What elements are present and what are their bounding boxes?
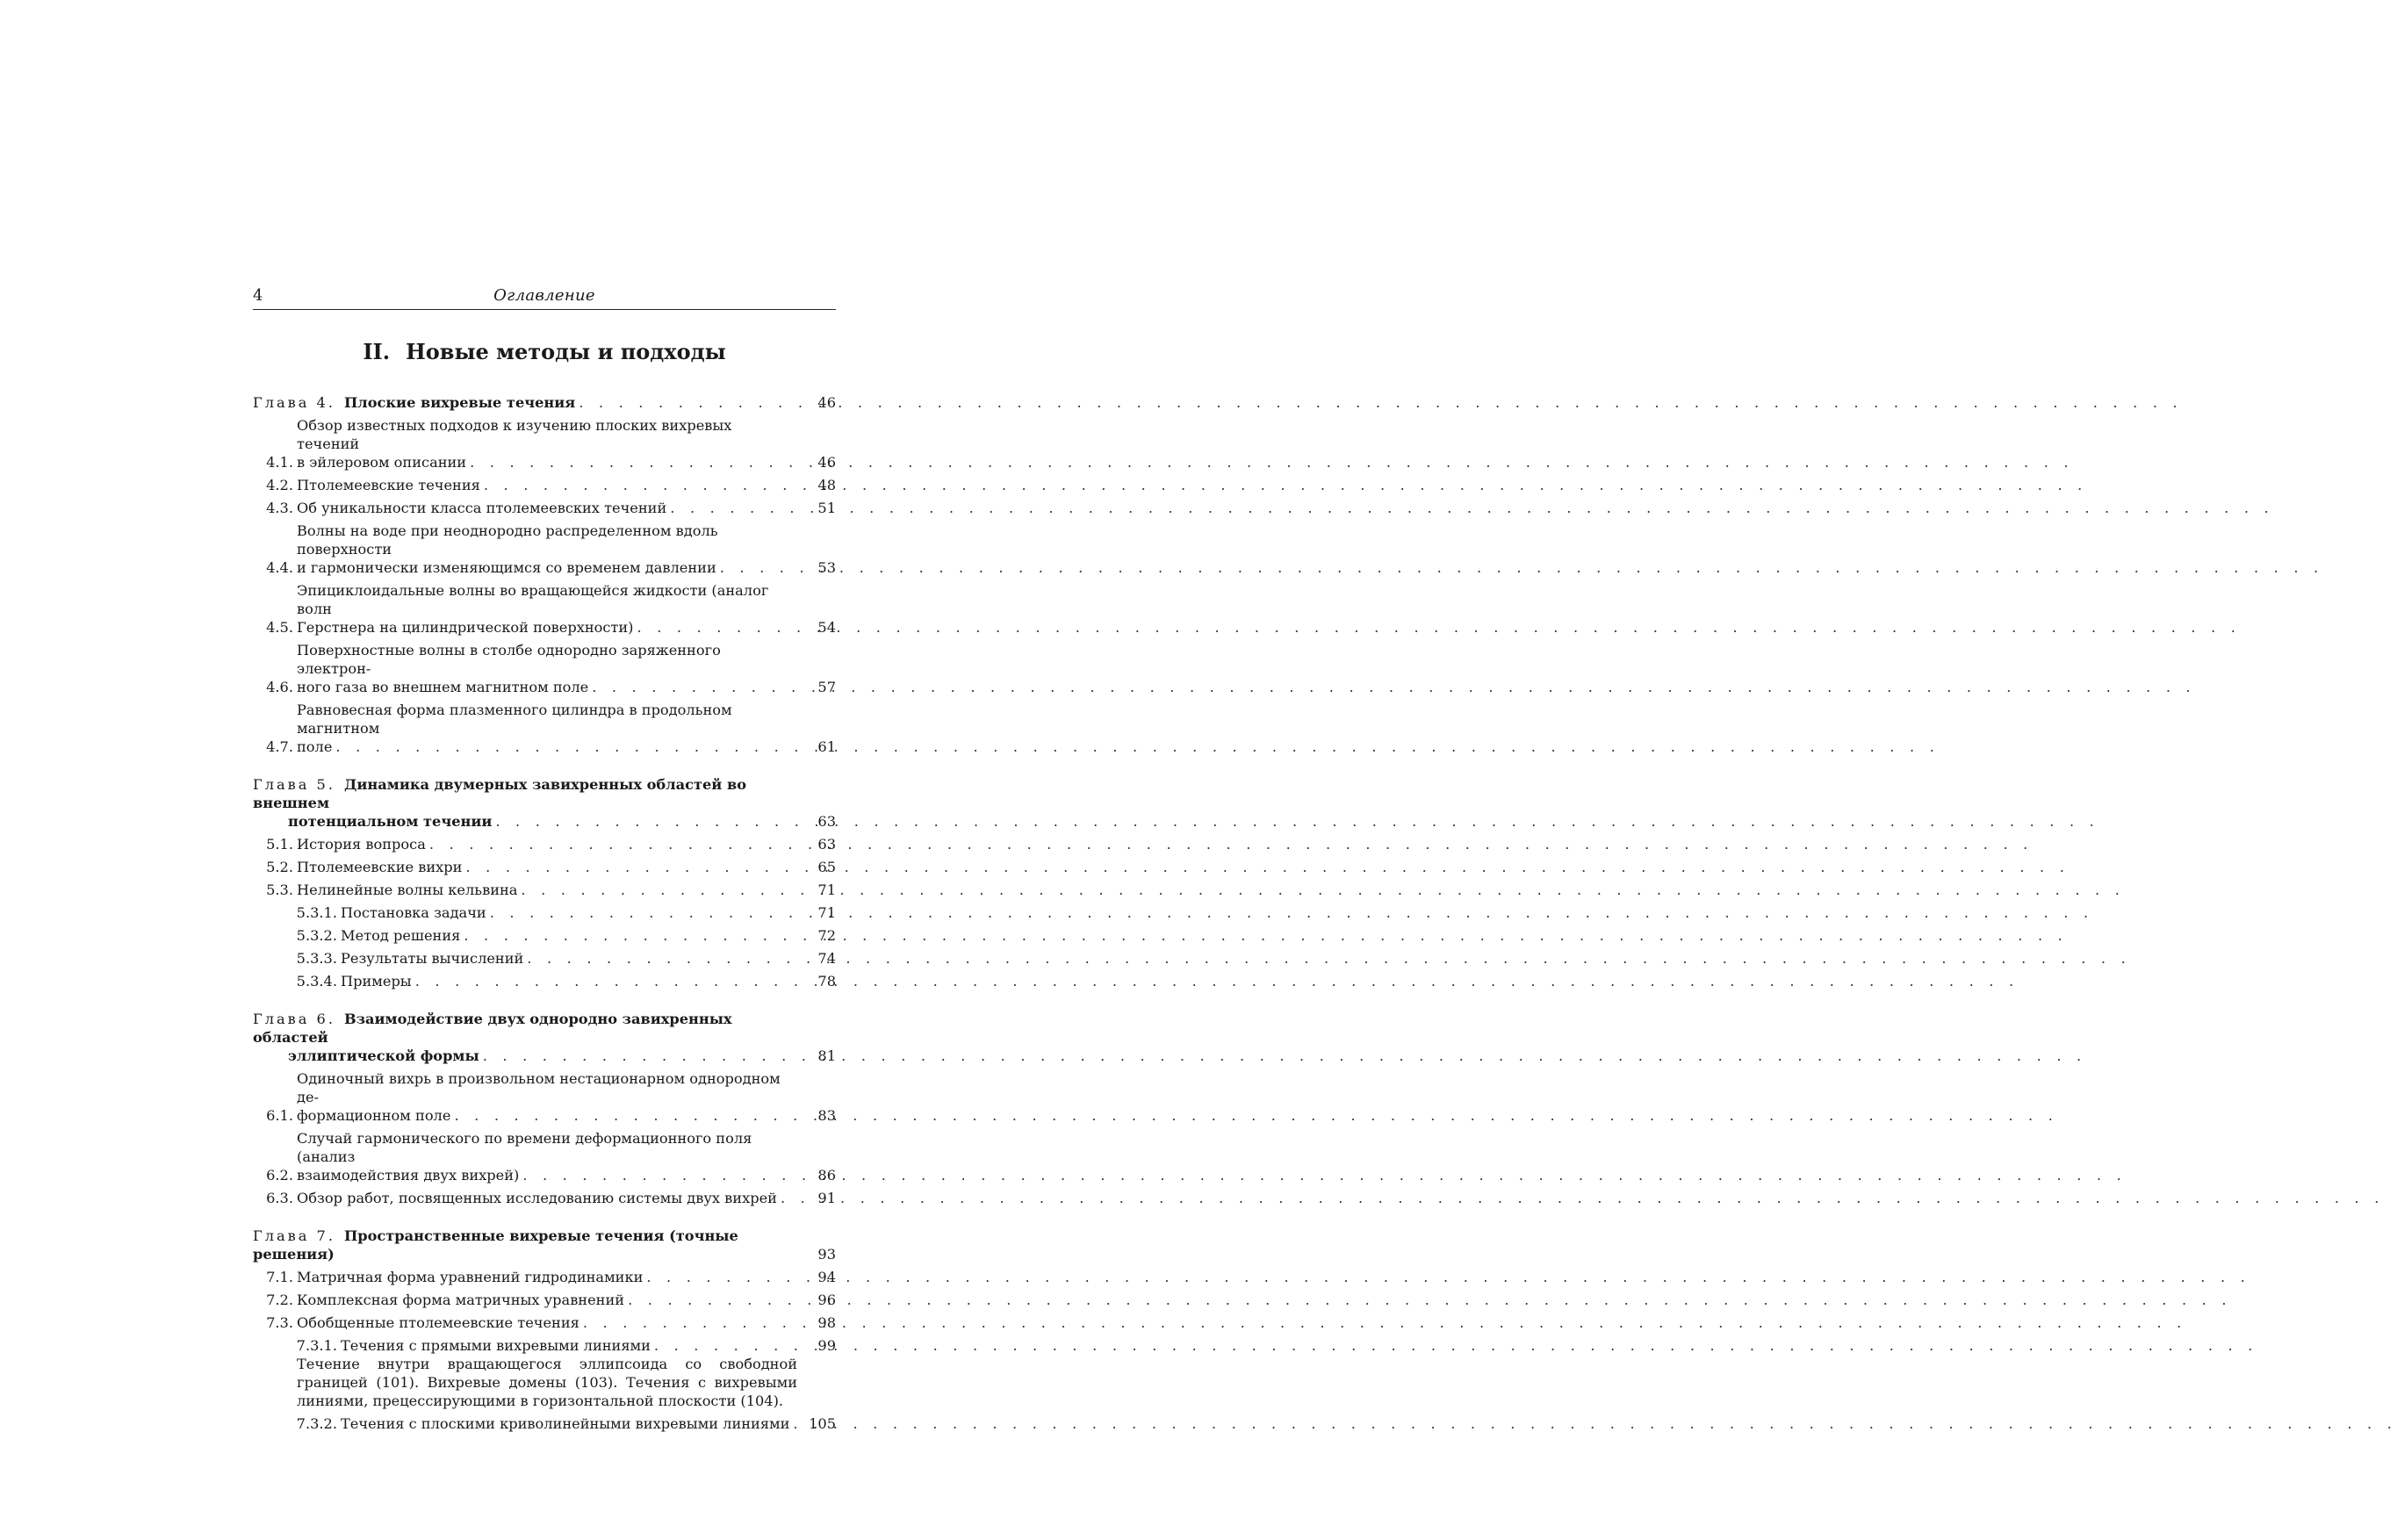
section-title-line: Поверхностные волны в столбе однородно заряженного электрон- bbox=[297, 642, 721, 677]
toc-subsection[interactable] bbox=[253, 1414, 836, 1433]
toc-section[interactable] bbox=[253, 581, 836, 637]
page-ref: 83 bbox=[817, 1107, 836, 1124]
page-ref: 105 bbox=[809, 1415, 836, 1432]
page-ref: 86 bbox=[817, 1167, 836, 1184]
toc-section[interactable] bbox=[253, 881, 836, 899]
section-title-line: Случай гармонического по времени деформационного поля (анализ bbox=[297, 1130, 752, 1165]
subsection-title: Примеры bbox=[341, 973, 412, 989]
table-of-contents bbox=[253, 393, 836, 1437]
page-ref: 46 bbox=[817, 394, 836, 411]
toc-section[interactable] bbox=[253, 499, 836, 517]
page-ref: 61 bbox=[817, 738, 836, 755]
toc-section[interactable] bbox=[253, 476, 836, 494]
section-title-line: взаимодействия двух вихрей) bbox=[297, 1167, 520, 1184]
page-ref: 72 bbox=[817, 927, 836, 944]
section-number: 7.1. bbox=[266, 1269, 293, 1285]
chapter-title: Взаимодействие двух однородно завихренных областей bbox=[253, 1011, 732, 1046]
subsection-number: 5.3.3. bbox=[296, 950, 337, 967]
toc-section[interactable] bbox=[253, 416, 836, 471]
page-ref: 74 bbox=[817, 950, 836, 967]
page-ref: 71 bbox=[817, 904, 836, 921]
page-ref: 65 bbox=[817, 859, 836, 875]
toc-section[interactable] bbox=[253, 1268, 836, 1286]
page-ref: 54 bbox=[817, 619, 836, 636]
page-ref: 78 bbox=[817, 973, 836, 989]
toc-section[interactable] bbox=[253, 1189, 836, 1207]
section-number: 4.6. bbox=[266, 679, 293, 695]
section-title-line: и гармонически изменяющимся со временем давлении bbox=[297, 559, 716, 576]
toc-section[interactable] bbox=[253, 522, 836, 577]
section-number: 4.1. bbox=[266, 454, 293, 471]
section-title-line: Птолемеевские вихри bbox=[297, 859, 463, 875]
section-number: 6.1. bbox=[266, 1107, 293, 1124]
section-title-line: Эпициклоидальные волны во вращающейся жидкости (аналог волн bbox=[297, 582, 769, 617]
section-number: 4.5. bbox=[266, 619, 293, 636]
section-title-line: Птолемеевские течения bbox=[297, 477, 480, 493]
section-number: 4.7. bbox=[266, 738, 293, 755]
section-title-line: Комплексная форма матричных уравнений bbox=[297, 1292, 625, 1308]
chapter-title: Пространственные вихревые течения (точные решения) bbox=[253, 1227, 738, 1263]
toc-section[interactable] bbox=[253, 641, 836, 696]
chapter-label: Глава 5. bbox=[253, 776, 336, 793]
toc-section[interactable] bbox=[253, 1069, 836, 1125]
subsection-title: Результаты вычислений bbox=[341, 950, 524, 967]
toc-section[interactable] bbox=[253, 1291, 836, 1309]
section-title-line: Об уникальности класса птолемеевских течений bbox=[297, 500, 667, 516]
section-number: 4.2. bbox=[266, 477, 293, 493]
section-title-line: в эйлеровом описании bbox=[297, 454, 467, 471]
chapter-entry[interactable] bbox=[253, 1010, 836, 1065]
page-ref: 98 bbox=[817, 1314, 836, 1331]
subsection-title: Постановка задачи bbox=[341, 904, 486, 921]
page-ref: 93 bbox=[817, 1246, 836, 1263]
subsection-number: 5.3.2. bbox=[296, 927, 337, 944]
page-ref: 46 bbox=[817, 454, 836, 471]
toc-section[interactable] bbox=[253, 701, 836, 756]
subsection-title: Течения с прямыми вихревыми линиями bbox=[341, 1337, 651, 1354]
section-title-line: Матричная форма уравнений гидродинамики bbox=[297, 1269, 644, 1285]
toc-subsection[interactable] bbox=[253, 903, 836, 922]
chapter-title-cont: потенциальном течении bbox=[288, 813, 493, 830]
chapter-title: Динамика двумерных завихренных областей во внешнем bbox=[253, 776, 746, 811]
section-number: 6.3. bbox=[266, 1190, 293, 1206]
subsection-number: 5.3.1. bbox=[296, 904, 337, 921]
page-ref: 63 bbox=[817, 836, 836, 853]
subsection-title: Метод решения bbox=[341, 927, 461, 944]
page-ref: 53 bbox=[817, 559, 836, 576]
section-title-line: Одиночный вихрь в произвольном нестационарном однородном де- bbox=[297, 1070, 781, 1105]
toc-subsection[interactable] bbox=[253, 949, 836, 968]
subsection-note: Течение внутри вращающегося эллипсоида со свободной границей (101). Вихревые домены (103). Течения с вихревыми линиями, прецессирующими в горизонтальной плоскости (104). bbox=[297, 1356, 797, 1409]
subsection-number: 5.3.4. bbox=[296, 973, 337, 989]
part-number: II. bbox=[363, 339, 391, 364]
subsection-note-wrap bbox=[253, 1355, 836, 1410]
section-number: 5.1. bbox=[266, 836, 293, 853]
toc-section[interactable] bbox=[253, 835, 836, 853]
toc-subsection[interactable] bbox=[253, 926, 836, 945]
page-ref: 51 bbox=[817, 500, 836, 516]
page-ref: 57 bbox=[817, 679, 836, 695]
page-ref: 48 bbox=[817, 477, 836, 493]
chapter-entry[interactable] bbox=[253, 393, 836, 412]
page-ref: 81 bbox=[817, 1047, 836, 1064]
section-title-line: поле bbox=[297, 738, 333, 755]
chapter-title: Плоские вихревые течения bbox=[344, 394, 576, 411]
page-ref: 63 bbox=[817, 813, 836, 830]
section-title-line: Герстнера на цилиндрической поверхности) bbox=[297, 619, 634, 636]
section-title-line: Равновесная форма плазменного цилиндра в продольном магнитном bbox=[297, 702, 732, 737]
section-title-line: Обзор работ, посвященных исследованию системы двух вихрей bbox=[297, 1190, 777, 1206]
part-heading bbox=[253, 339, 836, 364]
section-number: 4.3. bbox=[266, 500, 293, 516]
chapter-label: Глава 4. bbox=[253, 394, 336, 411]
chapter-label: Глава 7. bbox=[253, 1227, 336, 1244]
page-ref: 91 bbox=[817, 1190, 836, 1206]
section-title-line: ного газа во внешнем магнитном поле bbox=[297, 679, 589, 695]
section-title-line: Обобщенные птолемеевские течения bbox=[297, 1314, 579, 1331]
section-title-line: Обзор известных подходов к изучению плоских вихревых течений bbox=[297, 417, 732, 452]
section-number: 7.3. bbox=[266, 1314, 293, 1331]
chapter-title-cont: эллиптической формы bbox=[288, 1047, 479, 1064]
section-number: 4.4. bbox=[266, 559, 293, 576]
subsection-number: 7.3.2. bbox=[296, 1415, 337, 1432]
page-ref: 94 bbox=[817, 1269, 836, 1285]
page-ref: 99 bbox=[817, 1337, 836, 1354]
chapter-label: Глава 6. bbox=[253, 1011, 336, 1027]
section-number: 5.2. bbox=[266, 859, 293, 875]
section-title-line: Нелинейные волны кельвина bbox=[297, 882, 518, 898]
section-number: 7.2. bbox=[266, 1292, 293, 1308]
running-head bbox=[253, 283, 836, 310]
part-title: Новые методы и подходы bbox=[406, 339, 726, 364]
toc-section[interactable] bbox=[253, 1313, 836, 1332]
toc-section[interactable] bbox=[253, 1129, 836, 1184]
section-number: 5.3. bbox=[266, 882, 293, 898]
toc-subsection[interactable] bbox=[253, 972, 836, 990]
page-number: 4 bbox=[253, 286, 263, 305]
page-ref: 71 bbox=[817, 882, 836, 898]
section-title-line: Волны на воде при неоднородно распределенном вдоль поверхности bbox=[297, 522, 718, 558]
section-number: 6.2. bbox=[266, 1167, 293, 1184]
section-title-line: формационном поле bbox=[297, 1107, 451, 1124]
toc-section[interactable] bbox=[253, 858, 836, 876]
chapter-entry[interactable] bbox=[253, 775, 836, 831]
page-ref: 96 bbox=[817, 1292, 836, 1308]
toc-subsection[interactable] bbox=[253, 1336, 836, 1355]
running-head-title: Оглавление bbox=[493, 286, 595, 305]
chapter-entry[interactable] bbox=[253, 1227, 836, 1263]
subsection-title: Течения с плоскими криволинейными вихревыми линиями bbox=[341, 1415, 790, 1432]
subsection-number: 7.3.1. bbox=[296, 1337, 337, 1354]
section-title-line: История вопроса bbox=[297, 836, 426, 853]
